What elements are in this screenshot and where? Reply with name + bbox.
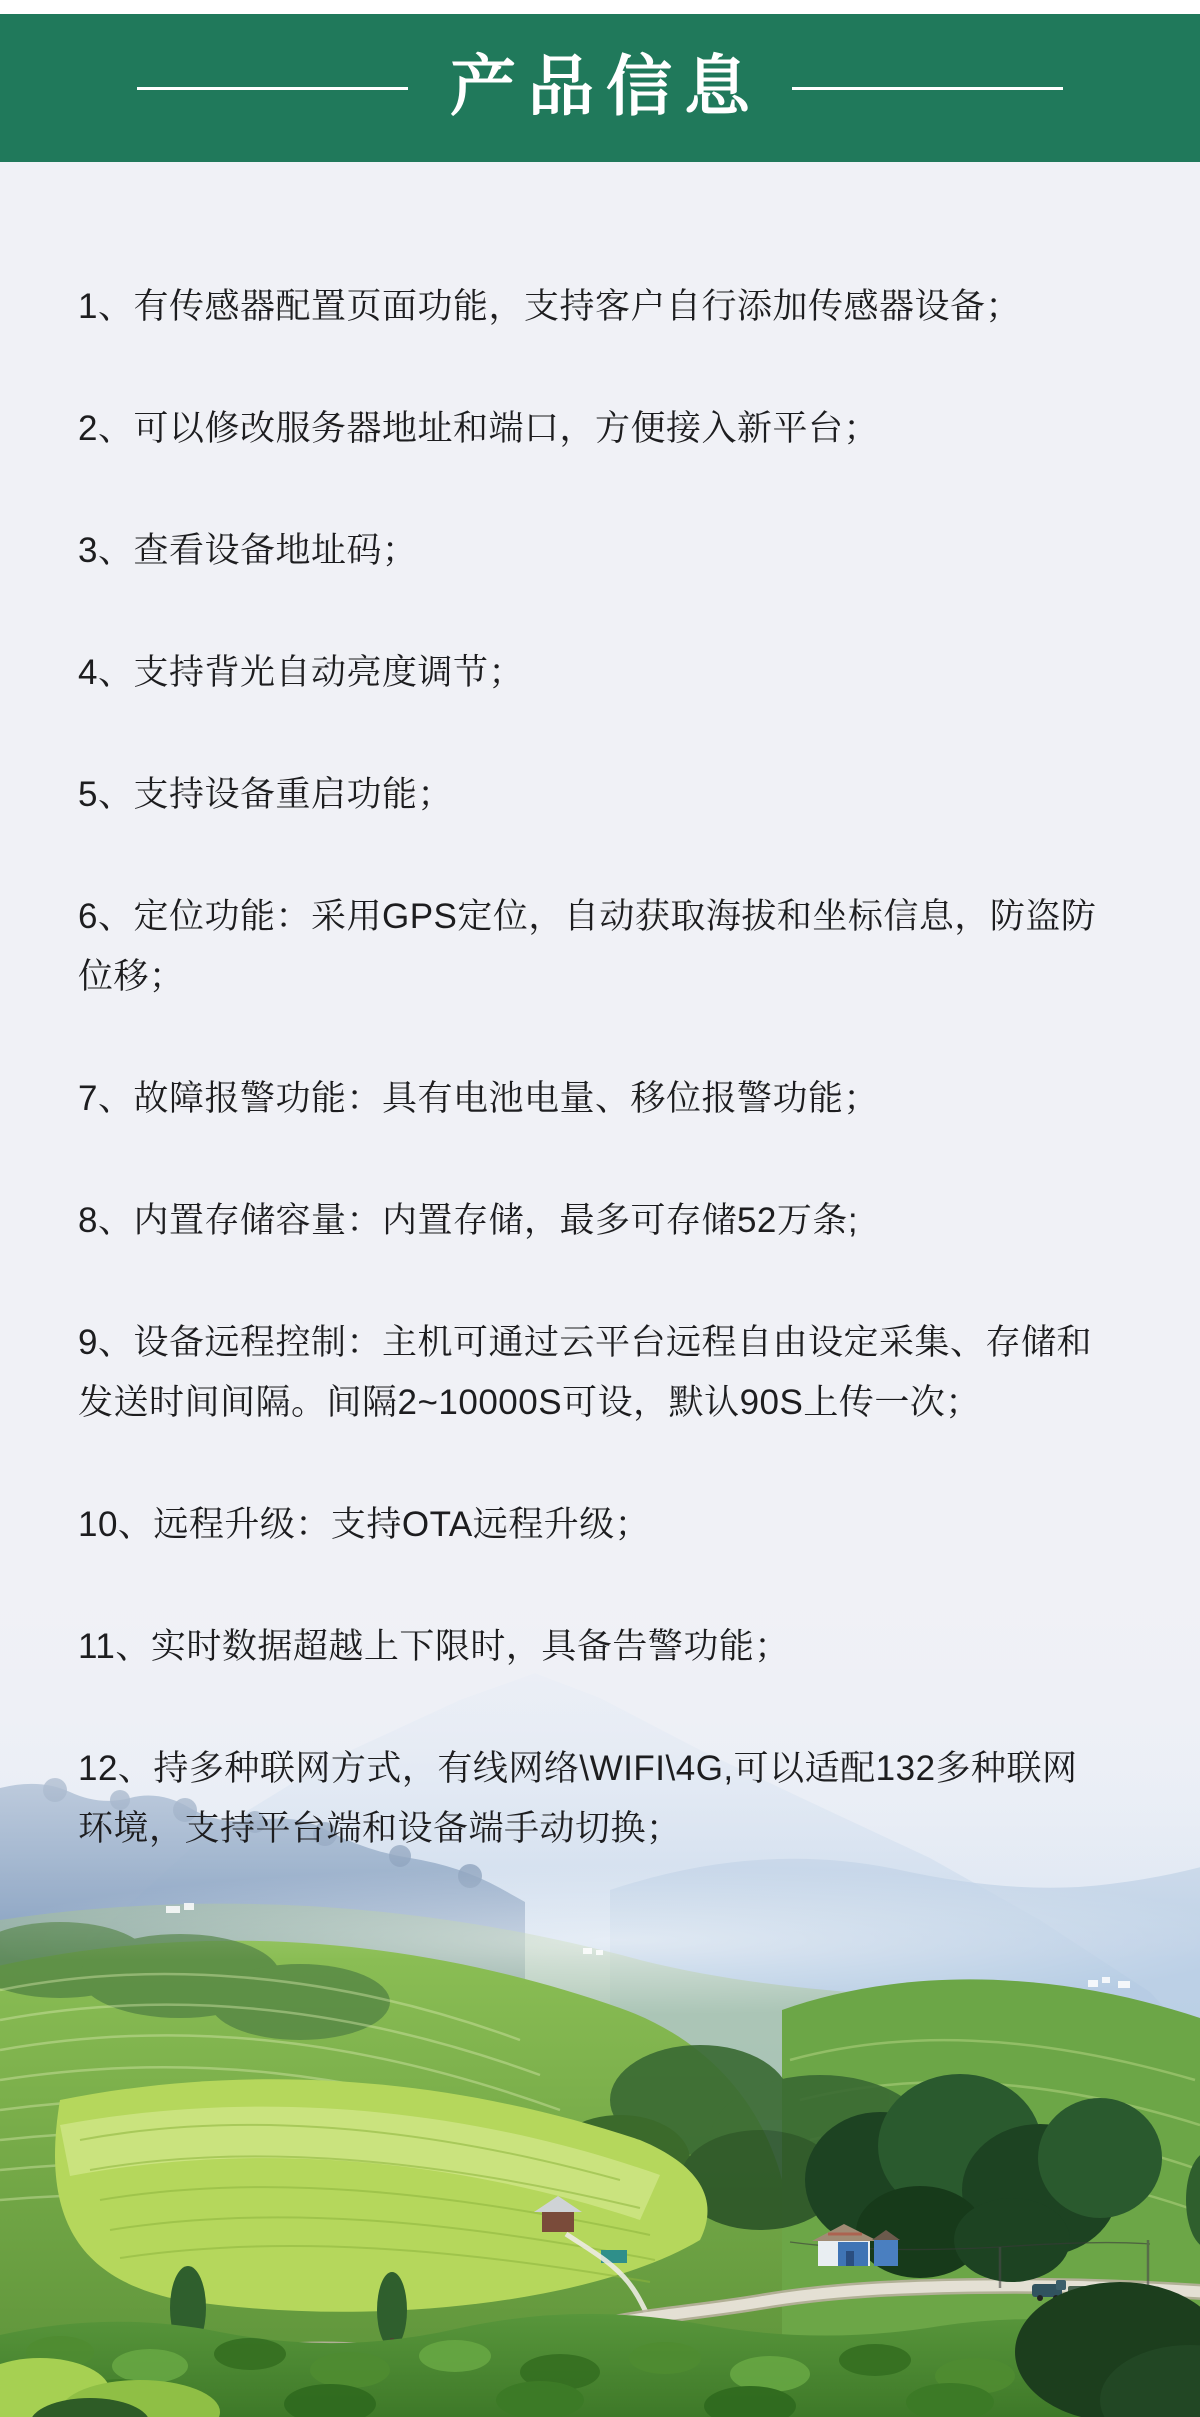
feature-item-6	[78, 887, 1122, 1007]
feature-line: 4、支持背光自动亮度调节；	[78, 653, 524, 692]
title-decor-line-right	[792, 87, 1063, 90]
feature-line: 环境，支持平台端和设备端手动切换；	[78, 1809, 682, 1848]
feature-line: 发送时间间隔。间隔2~10000S可设，默认90S上传一次；	[78, 1383, 981, 1422]
feature-item-12	[78, 1739, 1122, 1859]
feature-line: 5、支持设备重启功能；	[78, 775, 453, 814]
feature-line: 6、定位功能：采用GPS定位，自动获取海拔和坐标信息，防盗防	[78, 897, 1097, 936]
feature-line: 位移；	[78, 957, 185, 996]
top-white-strip	[0, 0, 1200, 14]
feature-item-10	[78, 1495, 1122, 1555]
feature-item-5	[78, 765, 1122, 825]
feature-item-3	[78, 521, 1122, 581]
feature-line: 1、有传感器配置页面功能，支持客户自行添加传感器设备；	[78, 287, 1021, 326]
feature-item-11	[78, 1617, 1122, 1677]
feature-line: 2、可以修改服务器地址和端口，方便接入新平台；	[78, 409, 879, 448]
feature-line: 9、设备远程控制：主机可通过云平台远程自由设定采集、存储和	[78, 1323, 1092, 1362]
farmhouse-door	[846, 2251, 854, 2266]
farmhouse-annex	[874, 2240, 898, 2266]
feature-line: 7、故障报警功能：具有电池电量、移位报警功能；	[78, 1079, 879, 1118]
feature-line: 11、实时数据超越上下限时，具备告警功能；	[78, 1627, 790, 1666]
section-header-banner	[0, 14, 1200, 162]
feature-line: 8、内置存储容量：内置存储，最多可存储52万条;	[78, 1201, 859, 1240]
feature-line: 12、持多种联网方式，有线网络\WIFI\4G,可以适配132多种联网	[78, 1749, 1078, 1788]
feature-item-1	[78, 277, 1122, 337]
feature-item-2	[78, 399, 1122, 459]
feature-list	[0, 277, 1200, 1921]
feature-line: 3、查看设备地址码；	[78, 531, 418, 570]
feature-item-8	[78, 1191, 1122, 1251]
feature-line: 10、远程升级：支持OTA远程升级；	[78, 1505, 651, 1544]
feature-item-4	[78, 643, 1122, 703]
page-title: 产品信息	[450, 51, 762, 124]
feature-item-9	[78, 1313, 1122, 1433]
hut-wall	[542, 2212, 574, 2232]
title-decor-line-left	[137, 87, 408, 90]
feature-item-7	[78, 1069, 1122, 1129]
